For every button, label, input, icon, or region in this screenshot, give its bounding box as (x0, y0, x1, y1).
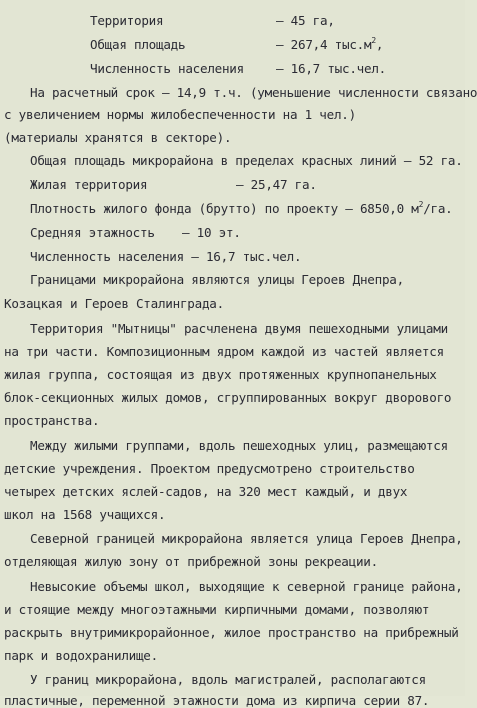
text-line: Между жилыми группами, вдоль пешеходных улиц, размещаются (30, 438, 448, 453)
density-sup: 2 (418, 200, 424, 209)
stat-territory-label: Территория (90, 13, 164, 28)
text-line: Территория "Мытницы" расчленена двумя пешеходными улицами (30, 321, 448, 336)
text-line: На расчетный срок – 14,9 т.ч. (уменьшение численности связано (30, 85, 477, 100)
stat-territory-value: – 45 га, (276, 13, 335, 28)
residential-label: Жилая территория (30, 177, 148, 192)
micro-area-line: Общая площадь микрорайона в пределах красных линий – 52 га. (30, 153, 463, 168)
density-unit: /га. (423, 201, 453, 216)
stat-area-tail: , (375, 37, 384, 52)
density-line (30, 201, 453, 216)
stat-area-sup: 2 (371, 36, 376, 45)
text-line: раскрыть внутримикрорайонное, жилое пространство на прибрежный (4, 625, 459, 640)
stat-area-label: Общая площадь (90, 37, 186, 52)
text-line: жилая группа, состоящая из двух протяженных крупнопанельных (4, 367, 437, 382)
text-line: блок-секционных жилых домов, сгруппированных вокруг дворового (4, 390, 452, 405)
floors-value: – 10 эт. (182, 225, 241, 240)
text-line: пластичные, переменной этажности дома из кирпича серии 87. (4, 693, 430, 708)
text-line: пространства. (4, 413, 100, 428)
text-line: с увеличением нормы жилобеспеченности на 1 чел.) (4, 107, 356, 122)
stat-population-label: Численность населения (90, 61, 244, 76)
stat-population-value: – 16,7 тыс.чел. (276, 61, 386, 76)
text-line: школ на 1568 учащихся. (4, 507, 166, 522)
text-line: Невысокие объемы школ, выходящие к северной границе района, (30, 579, 463, 594)
text-line: детские учреждения. Проектом предусмотрено строительство (4, 461, 415, 476)
text-line: Границами микрорайона являются улицы Героев Днепра, (30, 272, 404, 287)
floors-label: Средняя этажность (30, 225, 155, 240)
text-line: У границ микрорайона, вдоль магистралей, располагаются (30, 672, 426, 687)
text-line: на три части. Композиционным ядром каждой из частей является (4, 344, 444, 359)
text-line: отделяющая жилую зону от прибрежной зоны рекреации. (4, 554, 378, 569)
stat-area-value (276, 37, 383, 52)
text-line: Козацкая и Героев Сталинграда. (4, 296, 224, 311)
residential-value: – 25,47 га. (236, 177, 317, 192)
stat-area-number: – 267,4 тыс.м (276, 37, 372, 52)
density-text: Плотность жилого фонда (брутто) по проекту – 6850,0 м (30, 201, 419, 216)
text-line: Северной границей микрорайона является улица Героев Днепра, (30, 531, 463, 546)
text-line: (материалы хранятся в секторе). (4, 130, 232, 145)
text-line: парк и водохранилище. (4, 648, 158, 663)
population-line: Численность населения – 16,7 тыс.чел. (30, 249, 302, 264)
text-line: четырех детских яслей-садов, на 320 мест каждый, и двух (4, 484, 408, 499)
text-line: и стоящие между многоэтажными кирпичными домами, позволяют (4, 602, 430, 617)
